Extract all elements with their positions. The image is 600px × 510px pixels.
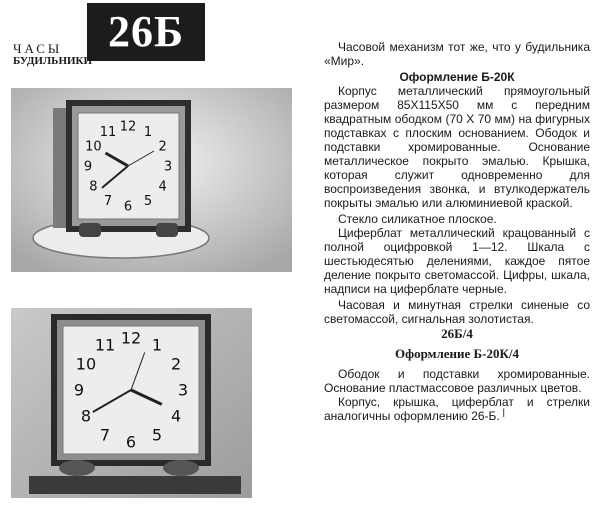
dial-numeral: 1 xyxy=(143,124,153,140)
alarm-clock-image-4 xyxy=(11,308,252,498)
design-heading-b20k4: Оформление Б-20К/4 xyxy=(394,346,520,361)
intro-text: Часовой механизм тот же, что у будильника «Мир». xyxy=(324,40,590,68)
dial-numeral: 5 xyxy=(151,425,163,445)
category-subtitle: БУДИЛЬНИКИ xyxy=(13,55,93,67)
dial-numeral: 12 xyxy=(119,119,137,135)
dial-numeral: 7 xyxy=(103,194,113,210)
dial-numeral: 9 xyxy=(73,380,85,400)
body-paragraph: Корпус, крышка, циферблат и стрелки аналогичны оформлению 26-Б. xyxy=(324,395,590,423)
dial-numeral: 6 xyxy=(125,432,137,452)
dial-numeral: 11 xyxy=(94,335,116,355)
dial-numeral: 3 xyxy=(177,380,189,400)
dial-numeral: 1 xyxy=(151,335,163,355)
body-paragraph: Ободок и подставки хромированные. Основание пластмассовое различных цветов. xyxy=(324,367,590,395)
body-paragraph: Корпус металлический прямоугольный размером 85Х115Х50 мм с передним квадратным ободком (70 Х 70 мм) на фигурных подставках с плоским основанием. Ободок и подставки хромированные. Основание металлическое покрыто эмалью. Крышка, которая служит одновременно для воспроизведения звонка, и втулкодержатель покрыты эмалью или алюминиевой краской. xyxy=(324,84,590,210)
dial-numeral: 10 xyxy=(85,139,102,155)
section-b20k4 xyxy=(324,327,590,423)
catalog-code: 26Б xyxy=(87,3,205,61)
alarm-clock-image xyxy=(11,88,292,272)
dial-numeral: 8 xyxy=(80,406,92,426)
dial-numeral: 11 xyxy=(99,124,117,140)
text-cursor-icon: Ι xyxy=(502,406,506,420)
body-paragraph: Циферблат металлический крацованный с полной оцифровкой 1—12. Шкала с шестьюдесятью делениями, каждое пятое деление покрыто светомассой. Цифры, шкала, надписи на циферблате черные. xyxy=(324,226,590,296)
dial-numeral: 9 xyxy=(83,159,93,175)
dial-numeral: 4 xyxy=(170,406,182,426)
body-paragraph: Стекло силикатное плоское. xyxy=(338,212,497,226)
dial-numeral: 12 xyxy=(120,328,142,348)
dial-numeral: 10 xyxy=(75,354,97,374)
subcode: 26Б/4 xyxy=(441,326,473,341)
clock-photo-1 xyxy=(11,88,292,272)
dial-numeral: 5 xyxy=(143,194,153,210)
dial-numeral: 2 xyxy=(170,354,182,374)
body-paragraph: Часовая и минутная стрелки синеные со светомассой, сигнальная золотистая. xyxy=(324,298,590,326)
dial-numeral: 6 xyxy=(123,199,133,215)
clock-photo-2 xyxy=(11,308,252,498)
dial-numeral: 3 xyxy=(163,159,173,175)
design-heading-b20k: Оформление Б-20К xyxy=(399,70,515,84)
section-b20k xyxy=(324,40,590,326)
dial-numeral: 2 xyxy=(158,139,167,155)
dial-numeral: 8 xyxy=(89,179,98,195)
dial-numeral: 7 xyxy=(99,425,111,445)
dial-numeral: 4 xyxy=(158,179,167,195)
category-title: ЧАСЫ xyxy=(13,41,63,56)
